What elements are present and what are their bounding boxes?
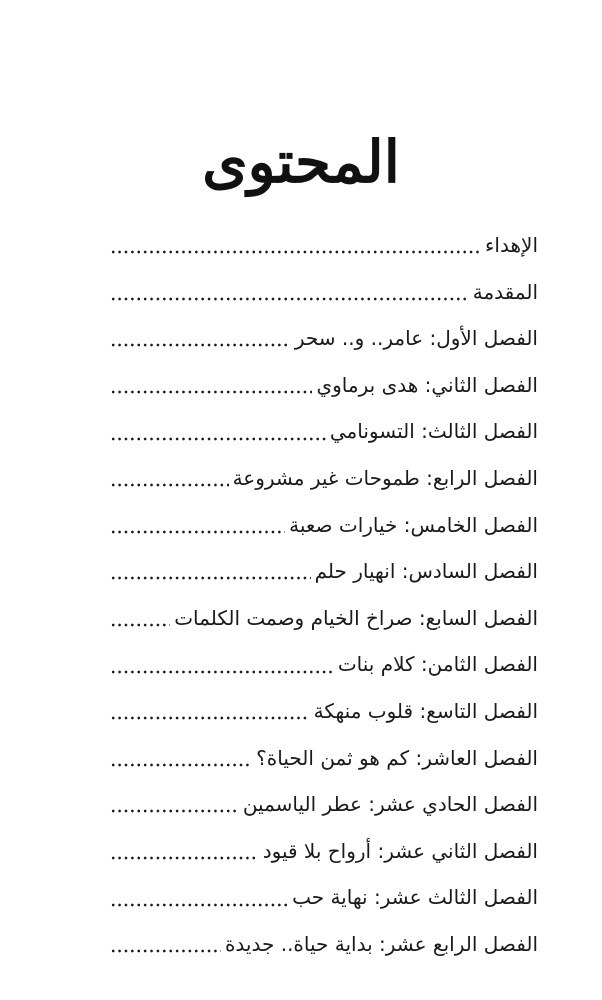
- toc-entry: [110, 781, 538, 828]
- dot-leader: [110, 804, 239, 818]
- toc-entry: [110, 362, 538, 409]
- dot-leader: [110, 944, 221, 958]
- toc-entry: [110, 688, 538, 735]
- toc-entry-text: الفصل الخامس: خيارات صعبة: [289, 512, 538, 537]
- toc-entry: [110, 641, 538, 688]
- toc-entry-text: المقدمة: [472, 279, 538, 304]
- dot-leader: [110, 665, 334, 679]
- toc-entry: [110, 595, 538, 642]
- toc-entry-text: الإهداء: [485, 233, 538, 257]
- toc-entry-text: الفصل الرابع: طموحات غير مشروعة: [232, 465, 538, 490]
- dot-leader: [110, 432, 326, 446]
- toc-entry: [110, 408, 538, 455]
- toc-entry: [110, 455, 538, 502]
- toc-entry: [110, 269, 538, 316]
- page-title: المحتوى: [202, 128, 400, 196]
- toc-entry-text: الفصل الثامن: كلام بنات: [337, 652, 538, 677]
- toc-entry: [110, 921, 538, 968]
- toc-entry-text: الفصل الثاني: هدى برماوي: [316, 372, 538, 397]
- dot-leader: [110, 851, 259, 865]
- toc-entry-text: الفصل الثالث عشر: نهاية حب: [292, 885, 538, 910]
- dot-leader: [110, 292, 469, 306]
- toc-entry-text: الفصل الأول: عامر.. و.. سحر: [294, 326, 538, 351]
- toc-entry-text: الفصل الرابع عشر: بداية حياة.. جديدة: [224, 931, 538, 956]
- dot-leader: [110, 478, 229, 492]
- toc-entry: [110, 222, 538, 269]
- toc-entry-text: الفصل الثاني عشر: أرواح بلا قيود: [262, 838, 538, 863]
- dot-leader: [110, 758, 252, 772]
- toc-entry: [110, 548, 538, 595]
- dot-leader: [110, 711, 310, 725]
- dot-leader: [110, 385, 312, 399]
- dot-leader: [110, 245, 481, 259]
- toc-entry-text: الفصل التاسع: قلوب منهكة: [313, 698, 538, 723]
- toc-entry: [110, 502, 538, 549]
- dot-leader: [110, 618, 170, 632]
- toc-entry: [110, 828, 538, 875]
- dot-leader: [110, 525, 285, 539]
- toc-entry: [110, 735, 538, 782]
- toc-entry-text: الفصل العاشر: كم هو ثمن الحياة؟: [256, 745, 538, 770]
- toc-entry-text: الفصل السابع: صراخ الخيام وصمت الكلمات: [174, 605, 538, 630]
- dot-leader: [110, 338, 291, 352]
- dot-leader: [110, 898, 288, 912]
- toc-entry-text: الفصل الثالث: التسونامي: [329, 419, 538, 444]
- toc-entry-text: الفصل الحادي عشر: عطر الياسمين: [242, 792, 538, 817]
- toc-entry: [110, 315, 538, 362]
- dot-leader: [110, 571, 311, 585]
- table-of-contents: [110, 222, 538, 968]
- toc-entry-text: الفصل السادس: انهيار حلم: [314, 559, 538, 584]
- toc-entry: [110, 874, 538, 921]
